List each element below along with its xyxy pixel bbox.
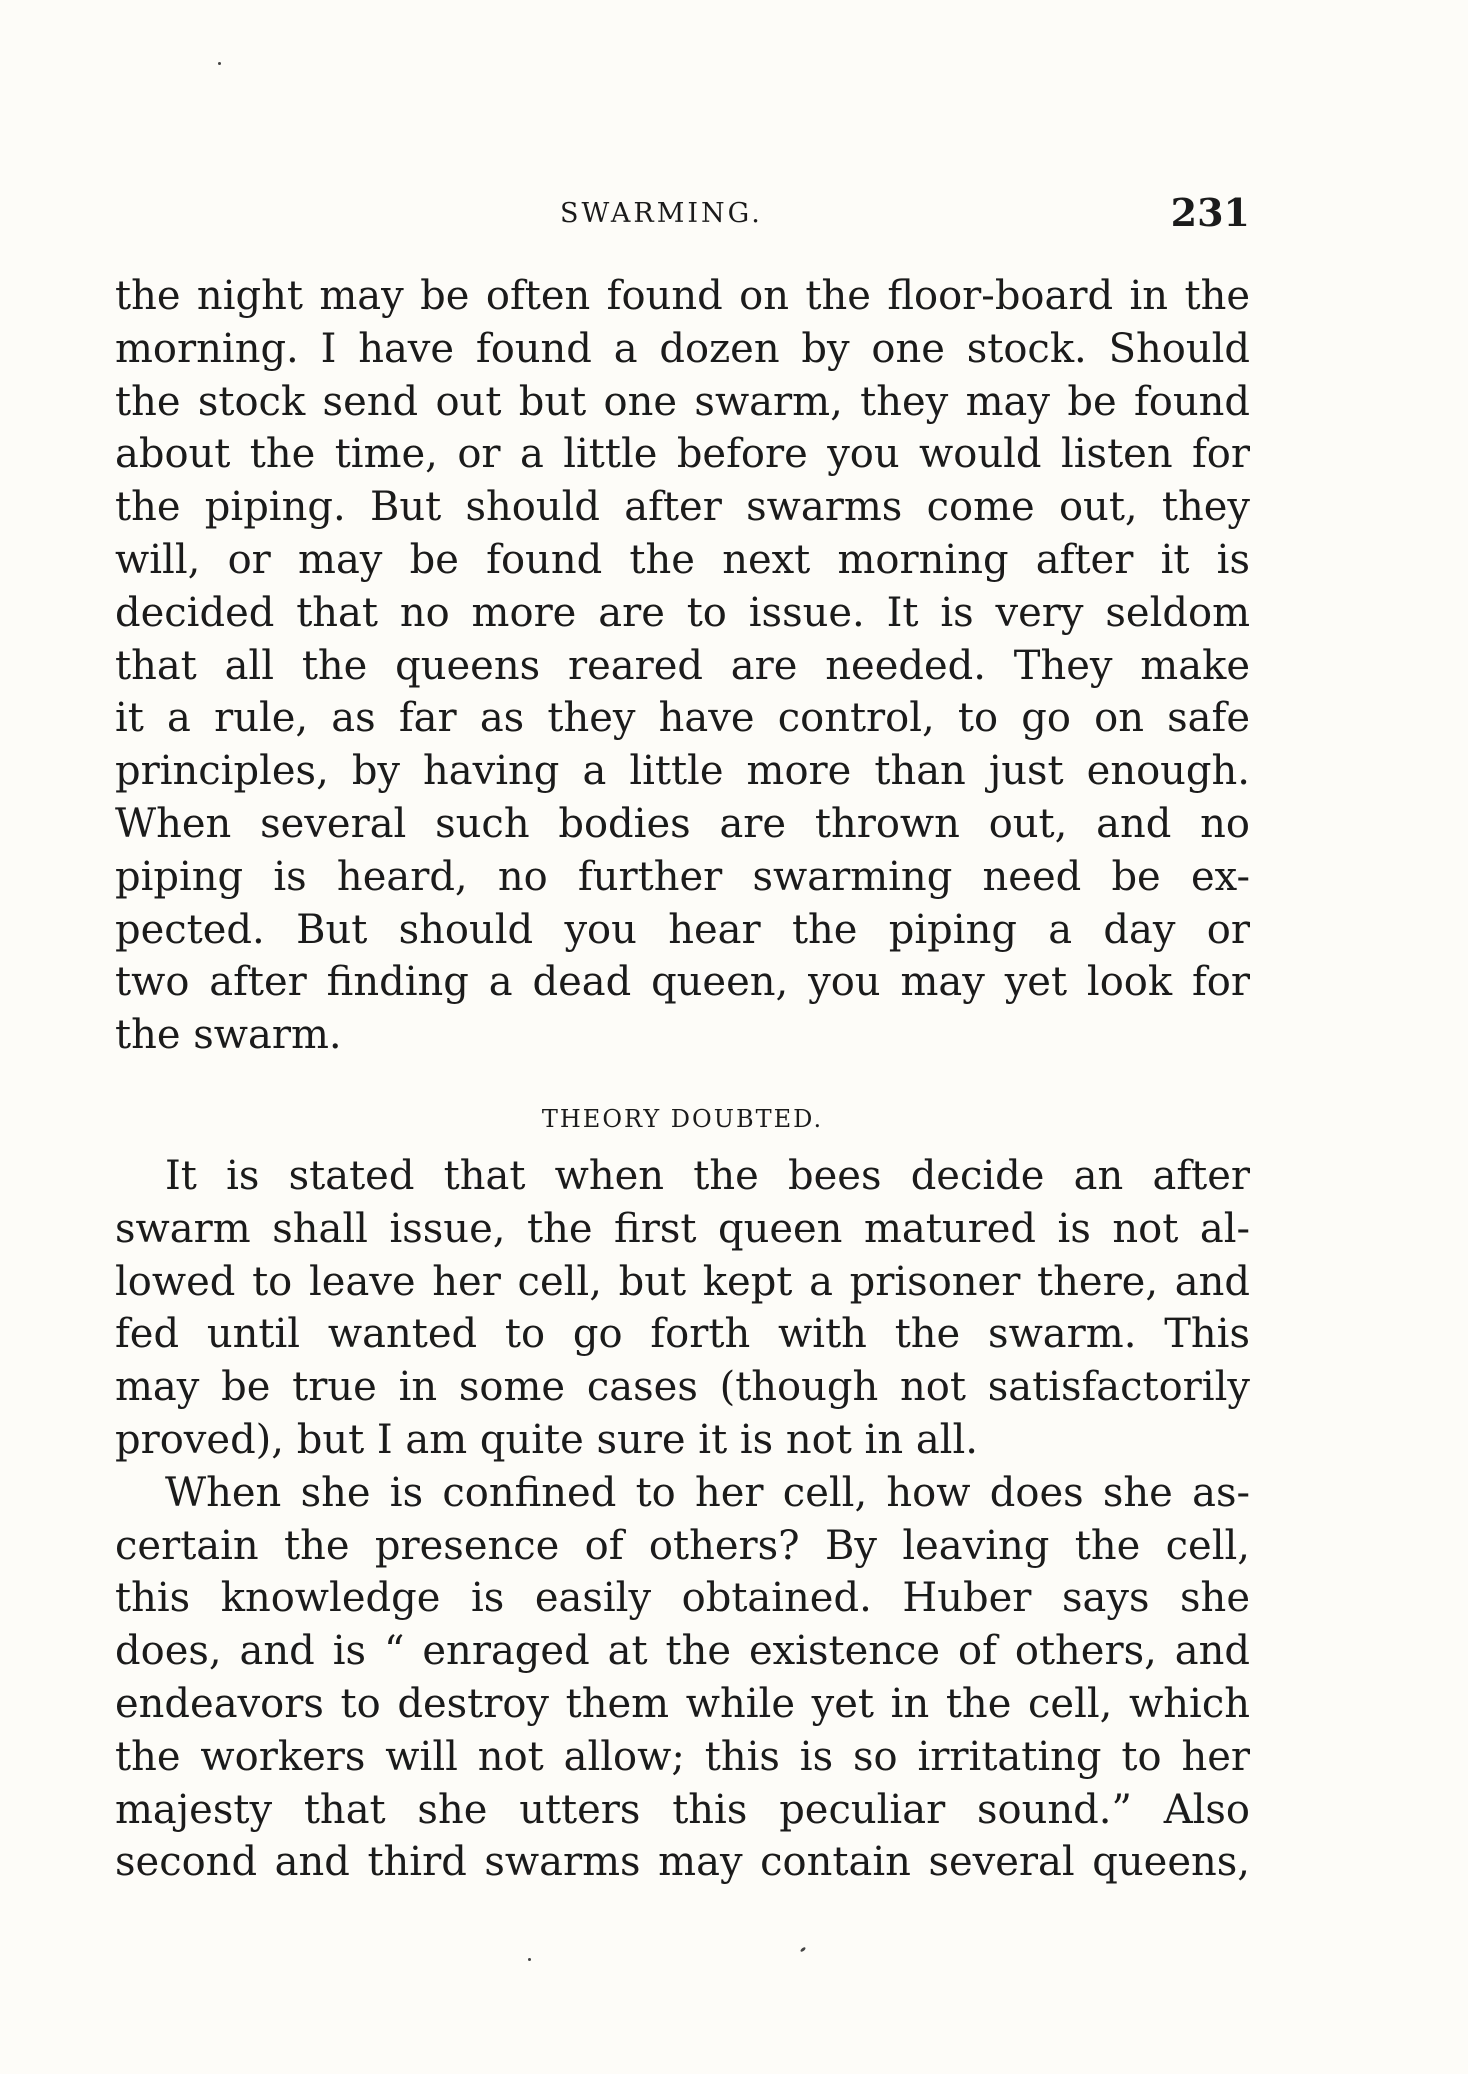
text-line: the piping. But should after swarms come out, they: [115, 484, 1250, 531]
text-line: two after finding a dead queen, you may yet look for: [115, 959, 1250, 1006]
print-speck: [528, 1958, 531, 1961]
text-line: pected. But should you hear the piping a day or: [115, 906, 1250, 953]
text-line: decided that no more are to issue. It is very seldom: [115, 589, 1250, 636]
body-text: [115, 270, 1250, 1889]
print-speck: [218, 62, 221, 65]
text-line: will, or may be found the next morning after it is: [115, 536, 1250, 583]
text-line: It is stated that when the bees decide an after: [165, 1152, 1250, 1199]
text-line: morning. I have found a dozen by one stock. Should: [115, 325, 1250, 372]
text-line: piping is heard, no further swarming need be ex-: [115, 853, 1250, 900]
print-speck: [800, 1946, 807, 1952]
text-line: endeavors to destroy them while yet in the cell, which: [115, 1680, 1250, 1727]
text-line: fed until wanted to go forth with the swarm. This: [115, 1311, 1250, 1358]
text-line: may be true in some cases (though not satisfactorily: [115, 1364, 1250, 1411]
text-line: it a rule, as far as they have control, to go on safe: [115, 695, 1250, 742]
running-head: SWARMING.: [560, 198, 763, 229]
text-line: principles, by having a little more than just enough.: [115, 748, 1250, 795]
text-line: the stock send out but one swarm, they may be found: [115, 378, 1250, 425]
section-heading: THEORY DOUBTED.: [541, 1104, 824, 1133]
text-line: does, and is “ enraged at the existence of others, and: [115, 1628, 1250, 1675]
text-line: the workers will not allow; this is so irritating to her: [115, 1733, 1250, 1780]
paragraph-1: [115, 270, 1250, 1062]
text-line: When she is confined to her cell, how does she as-: [165, 1469, 1250, 1516]
text-line: swarm shall issue, the first queen matured is not al-: [115, 1205, 1250, 1252]
page-header: [115, 190, 1250, 250]
paragraph-2: [115, 1150, 1250, 1467]
text-line: majesty that she utters this peculiar sound.” Also: [115, 1786, 1250, 1833]
text-line: When several such bodies are thrown out, and no: [115, 800, 1250, 847]
text-line: second and third swarms may contain several queens,: [115, 1839, 1250, 1886]
text-line: about the time, or a little before you would listen for: [115, 431, 1250, 478]
text-line: this knowledge is easily obtained. Huber says she: [115, 1575, 1250, 1622]
text-line: that all the queens reared are needed. They make: [115, 642, 1250, 689]
paragraph-3: [115, 1467, 1250, 1889]
page-number: 231: [1170, 190, 1250, 235]
text-line: lowed to leave her cell, but kept a prisoner there, and: [115, 1258, 1250, 1305]
text-line: the swarm.: [115, 1012, 342, 1059]
text-line: the night may be often found on the floor-board in the: [115, 273, 1250, 319]
text-line: proved), but I am quite sure it is not in all.: [115, 1416, 978, 1463]
text-line: certain the presence of others? By leaving the cell,: [115, 1522, 1250, 1569]
